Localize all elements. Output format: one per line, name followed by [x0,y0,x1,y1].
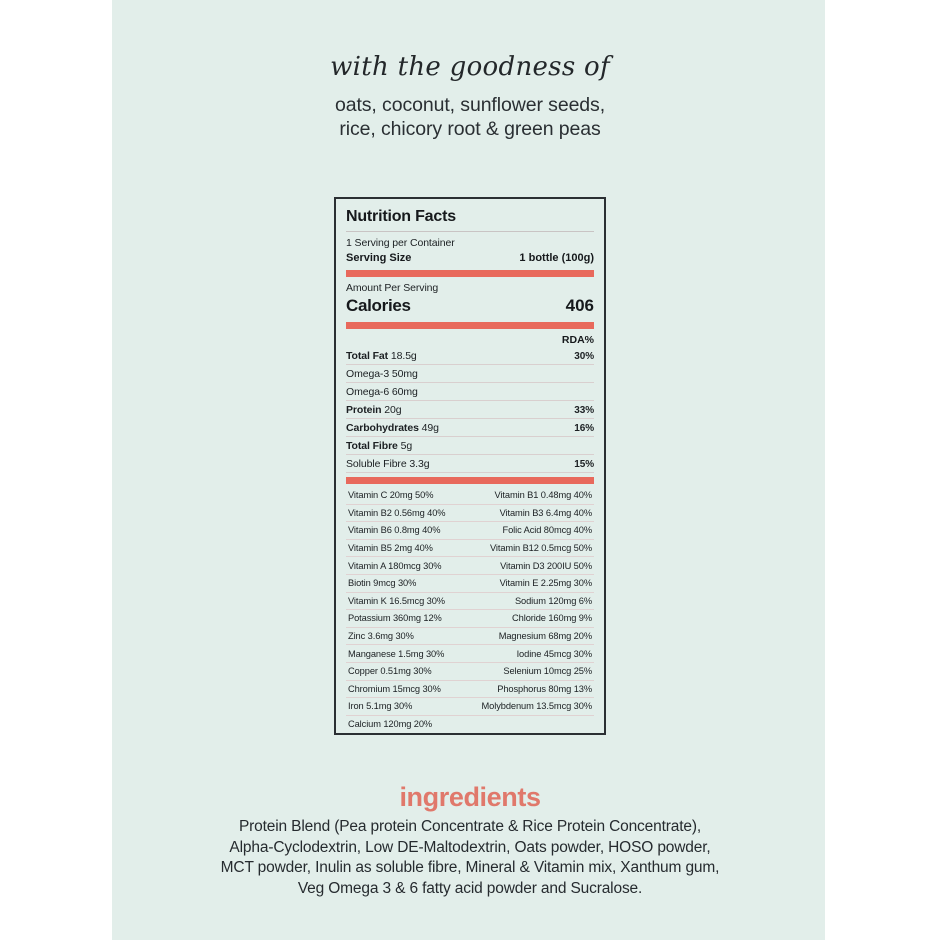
micronutrient-right-cell: Phosphorus 80mg 13% [497,683,592,694]
micronutrient-row [346,610,594,628]
micronutrient-grid [346,487,594,732]
micronutrient-row [346,698,594,716]
micronutrient-right-cell: Vitamin D3 200IU 50% [500,560,592,571]
micronutrient-right-cell: Vitamin B3 6.4mg 40% [499,507,592,518]
micronutrient-row [346,557,594,575]
micronutrient-left-cell: Manganese 1.5mg 30% [348,648,445,659]
ingredients-text [120,817,820,899]
macro-row [346,401,594,418]
tagline-line-1: oats, coconut, sunflower seeds, [334,94,606,116]
micronutrient-row [346,663,594,681]
micronutrient-right-cell: Vitamin E 2.25mg 30% [499,578,592,589]
ingredients-heading: ingredients [399,782,541,812]
macro-label: Carbohydrates 49g [346,422,439,434]
macro-rda-value: 33% [574,405,594,416]
macro-rda-value: 15% [574,459,594,470]
macro-row [346,383,594,400]
micronutrient-right-cell: Sodium 120mg 6% [514,595,592,606]
serving-size-label: Serving Size [346,252,412,264]
micronutrient-right-cell [470,719,594,729]
micronutrient-row [346,505,594,523]
divider-under-title [346,231,594,232]
ingredients-line-2: Alpha-Cyclodextrin, Low DE-Maltodextrin, Oats powder, HOSO powder, [229,838,711,856]
macro-row [346,455,594,472]
serving-size-value: 1 bottle (100g) [519,252,594,264]
macro-label: Total Fat 18.5g [346,350,417,362]
micronutrient-right-cell: Folic Acid 80mcg 40% [502,525,592,536]
micronutrient-left-cell: Vitamin A 180mcg 30% [348,560,442,571]
macro-row [346,347,594,364]
micronutrient-left-cell: Vitamin B5 2mg 40% [348,543,433,554]
micronutrient-row [346,681,594,699]
ingredients-line-1: Protein Blend (Pea protein Concentrate & Rice Protein Concentrate), [238,818,702,835]
micronutrient-left-cell: Vitamin K 16.5mcg 30% [348,595,445,606]
macro-row-divider [346,472,594,473]
micronutrient-right-cell: Vitamin B1 0.48mg 40% [494,490,592,501]
micronutrient-left-cell: Biotin 9mcg 30% [348,578,417,589]
macro-rda-value: 16% [574,423,594,434]
micronutrient-right-cell: Iodine 45mcg 30% [516,648,592,659]
rda-percent-header: RDA% [561,334,594,346]
tagline-script-text: with the goodness of [330,52,610,82]
micronutrient-row [346,540,594,558]
micronutrient-row [346,716,594,733]
nutrition-facts-box [334,197,606,735]
micronutrient-right-cell: Chloride 160mg 9% [512,613,592,624]
servings-per-container: 1 Serving per Container [346,237,455,249]
micronutrient-right-cell: Magnesium 68mg 20% [498,631,592,642]
serving-size-row [346,251,594,266]
micronutrient-row [346,522,594,540]
micronutrient-left-cell: Potassium 360mg 12% [348,613,442,624]
nutrition-facts-title: Nutrition Facts [346,208,456,225]
calories-label: Calories [346,296,411,315]
calories-value: 406 [565,296,594,315]
tagline-line-2: rice, chicory root & green peas [339,118,601,140]
coral-divider-top [346,270,594,277]
micronutrient-left-cell: Vitamin C 20mg 50% [348,490,434,501]
coral-divider-mid [346,322,594,329]
micronutrient-left-cell: Chromium 15mcg 30% [348,683,441,694]
macronutrient-rows [346,347,594,473]
macro-row [346,365,594,382]
micronutrient-left-cell: Copper 0.51mg 30% [348,666,432,677]
micronutrient-row [346,593,594,611]
micronutrient-right-cell: Molybdenum 13.5mcg 30% [481,701,592,712]
calories-row [346,296,594,318]
coral-divider-bottom [346,477,594,484]
micronutrient-left-cell: Iron 5.1mg 30% [348,701,413,712]
micronutrient-row [346,628,594,646]
macro-label: Protein 20g [346,404,402,416]
micronutrient-right-cell: Vitamin B12 0.5mcg 50% [489,543,592,554]
macro-label: Soluble Fibre 3.3g [346,458,430,470]
macro-rda-value: 30% [574,351,594,362]
amount-per-serving-label: Amount Per Serving [346,282,439,294]
micronutrient-row [346,645,594,663]
macro-label: Total Fibre 5g [346,440,413,452]
tagline-ingredient-list [0,93,940,141]
ingredients-line-3: MCT powder, Inulin as soluble fibre, Mineral & Vitamin mix, Xanthum gum, [220,859,720,876]
micronutrient-right-cell: Selenium 10mcg 25% [503,666,592,677]
micronutrient-left-cell: Vitamin B2 0.56mg 40% [348,507,446,518]
micronutrient-left-cell: Zinc 3.6mg 30% [348,631,414,642]
macro-label: Omega-6 60mg [346,386,418,398]
micronutrient-row [346,575,594,593]
micronutrient-row [346,487,594,505]
macro-row [346,419,594,436]
micronutrient-left-cell: Calcium 120mg 20% [348,719,433,730]
macro-label: Omega-3 50mg [346,368,418,380]
macro-row [346,437,594,454]
ingredients-line-4: Veg Omega 3 & 6 fatty acid powder and Sucralose. [297,879,643,897]
micronutrient-left-cell: Vitamin B6 0.8mg 40% [348,525,441,536]
